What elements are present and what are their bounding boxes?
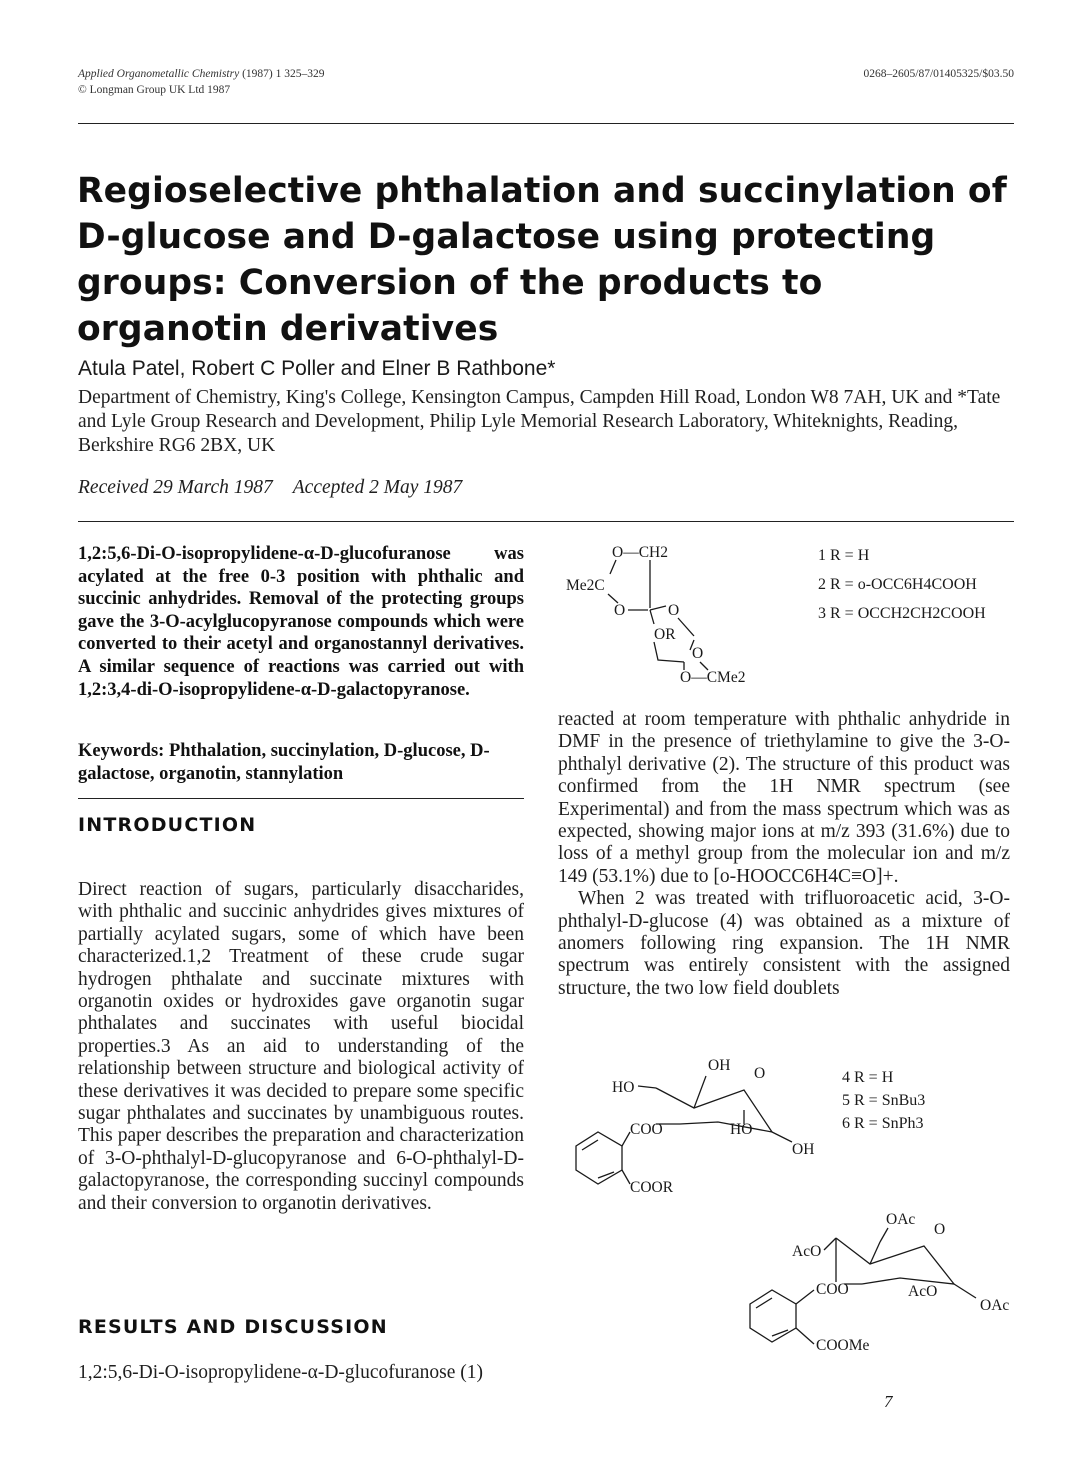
r-item-1: 1 R = H bbox=[818, 547, 870, 564]
abstract-rule bbox=[78, 798, 524, 799]
bond bbox=[582, 1140, 598, 1150]
bond bbox=[678, 618, 694, 636]
bond bbox=[610, 560, 616, 574]
journal-citation: (1987) 1 325–329 bbox=[239, 68, 325, 80]
introduction-heading: INTRODUCTION bbox=[78, 814, 257, 836]
r-item-5: 5 R = SnBu3 bbox=[842, 1092, 926, 1109]
structure-2-r-list bbox=[842, 1066, 925, 1135]
structure-3-diagram bbox=[740, 1200, 1040, 1360]
bond bbox=[694, 1076, 706, 1108]
struct3-label-7: COOMe bbox=[816, 1337, 870, 1354]
r-item-4: 4 R = H bbox=[842, 1069, 894, 1086]
introduction-text bbox=[78, 879, 524, 1215]
bond bbox=[824, 1238, 836, 1250]
copyright: © Longman Group UK Ltd 1987 bbox=[78, 84, 231, 96]
structure-7-number: 7 bbox=[884, 1392, 893, 1411]
dates bbox=[78, 477, 462, 499]
struct3-label-6: OAc bbox=[980, 1297, 1010, 1314]
struct1-label-1: O—CH2 bbox=[612, 544, 668, 561]
right-paragraph-1: reacted at room temperature with phthalic anhydride in DMF in the presence of triethylamine to give the 3-O-phthalyl derivative (2). The structure of this product was confirmed from the 1H NMR spectrum (see Experimental) and from the mass spectrum which was as expected, showing major ions at m/z 393 (31.6%) due to loss of a methyl group from the molecular ion and m/z 149 (53.1%) due to [o-HOOCC6H4C≡O]+. bbox=[558, 709, 1010, 887]
header-rule bbox=[78, 123, 1014, 124]
accepted-date: Accepted 2 May 1987 bbox=[292, 477, 463, 498]
bond bbox=[796, 1328, 814, 1344]
bond bbox=[598, 1172, 614, 1178]
dates-rule bbox=[78, 521, 1014, 522]
bond bbox=[796, 1290, 814, 1304]
bond bbox=[772, 1330, 788, 1336]
journal-citation-line bbox=[78, 66, 325, 82]
bond bbox=[650, 606, 666, 610]
bond bbox=[608, 594, 618, 603]
bond bbox=[638, 1086, 656, 1088]
struct2-label-2: O bbox=[754, 1065, 766, 1082]
benzene-ring bbox=[750, 1290, 796, 1342]
struct1-label-4: O bbox=[668, 602, 680, 619]
struct2-label-5: HO bbox=[730, 1121, 753, 1138]
bond bbox=[954, 1284, 976, 1298]
struct1-label-7: O—CMe2 bbox=[680, 669, 746, 686]
struct1-label-5: OR bbox=[654, 626, 676, 643]
article-title: Regioselective phthalation and succinylation of D-glucose and D-galactose using protecting groups: Conversion of the products to organotin derivatives bbox=[77, 171, 1007, 349]
structure-1-diagram bbox=[558, 540, 788, 690]
r-item-2: 2 R = o-OCC6H4COOH bbox=[818, 576, 977, 593]
struct1-label-6: O bbox=[692, 645, 704, 662]
bond bbox=[622, 1170, 630, 1184]
struct3-label-4: COO bbox=[816, 1281, 849, 1298]
results-text: 1,2:5,6-Di-O-isopropylidene-α-D-glucofuranose (1) bbox=[78, 1362, 483, 1383]
structure-2-diagram bbox=[558, 1050, 838, 1200]
struct2-label-1: OH bbox=[708, 1057, 731, 1074]
bond bbox=[650, 610, 654, 624]
keywords: Keywords: Phthalation, succinylation, D-glucose, D-galactose, organotin, stannylation bbox=[78, 741, 490, 784]
struct2-label-4: COO bbox=[630, 1121, 663, 1138]
structure-1-r-list bbox=[818, 541, 986, 628]
struct1-label-2: Me2C bbox=[566, 577, 605, 594]
right-paragraph-2: When 2 was treated with trifluoroacetic acid, 3-O-phthalyl-D-glucose (4) was obtained as a mixture of anomers following ring expansion. The 1H NMR spectrum was entirely consistent with the assigned structure, the two low field doublets bbox=[558, 888, 1010, 999]
bond bbox=[622, 1132, 630, 1146]
abstract: 1,2:5,6-Di-O-isopropylidene-α-D-glucofuranose was acylated at the free 0-3 position with phthalic and succinic anhydrides. Removal of the protecting groups gave the 3-O-acylglucopyranose compounds which were converted to their acetyl and organostannyl derivatives. A similar sequence of reactions was carried out with 1,2:3,4-di-O-isopropylidene-α-D-galactopyranose. bbox=[78, 544, 524, 700]
results-heading: RESULTS AND DISCUSSION bbox=[78, 1316, 388, 1338]
journal-header bbox=[78, 66, 325, 98]
struct1-label-3: O bbox=[614, 602, 626, 619]
issn-code: 0268–2605/87/01405325/$03.50 bbox=[863, 68, 1014, 80]
struct3-label-2: O bbox=[934, 1221, 946, 1238]
affiliation: Department of Chemistry, King's College, Kensington Campus, Campden Hill Road, London W8 7AH, UK and *Tate and Lyle Group Research and Development, Philip Lyle Memorial Research Laboratory, Whiteknights, Reading, Berkshire RG6 2BX, UK bbox=[78, 387, 1001, 456]
bond bbox=[880, 1228, 888, 1242]
right-column-text bbox=[558, 709, 1010, 1000]
bond bbox=[836, 1238, 954, 1284]
struct3-label-1: OAc bbox=[886, 1211, 916, 1228]
struct3-label-3: AcO bbox=[792, 1243, 822, 1260]
authors: Atula Patel, Robert C Poller and Elner B Rathbone* bbox=[78, 357, 556, 380]
received-date: Received 29 March 1987 bbox=[78, 477, 273, 498]
struct3-label-5: AcO bbox=[908, 1283, 938, 1300]
r-item-3: 3 R = OCCH2CH2COOH bbox=[818, 605, 986, 622]
bond bbox=[772, 1132, 792, 1142]
struct2-label-7: COOR bbox=[630, 1179, 674, 1196]
struct2-label-3: HO bbox=[612, 1079, 635, 1096]
journal-name: Applied Organometallic Chemistry bbox=[78, 68, 240, 80]
bond bbox=[654, 642, 684, 662]
benzene-ring bbox=[576, 1132, 622, 1184]
introduction-paragraph: Direct reaction of sugars, particularly disaccharides, with phthalic and succinic anhydrides gives mixtures of partially acylated sugars, some of which have been characterized.1,2 Treatment of these crude sugar hydrogen phthalate and succinate mixtures with organotin oxides or hydroxides gave organotin sugar phthalates and succinates with useful biocidal properties.3 As an aid to understanding of the relationship between structure and biological activity of these derivatives it was decided to prepare some specific sugar phthalates and succinates by unambiguous routes. This paper describes the preparation and characterization of 3-O-phthalyl-D-glucopyranose and 6-O-phthalyl-D-galactopyranose, the corresponding succinyl compounds and their conversion to organotin derivatives. bbox=[78, 879, 524, 1214]
struct2-label-6: OH bbox=[792, 1141, 815, 1158]
bond bbox=[756, 1298, 772, 1308]
bond bbox=[656, 1088, 772, 1132]
r-item-6: 6 R = SnPh3 bbox=[842, 1115, 924, 1132]
